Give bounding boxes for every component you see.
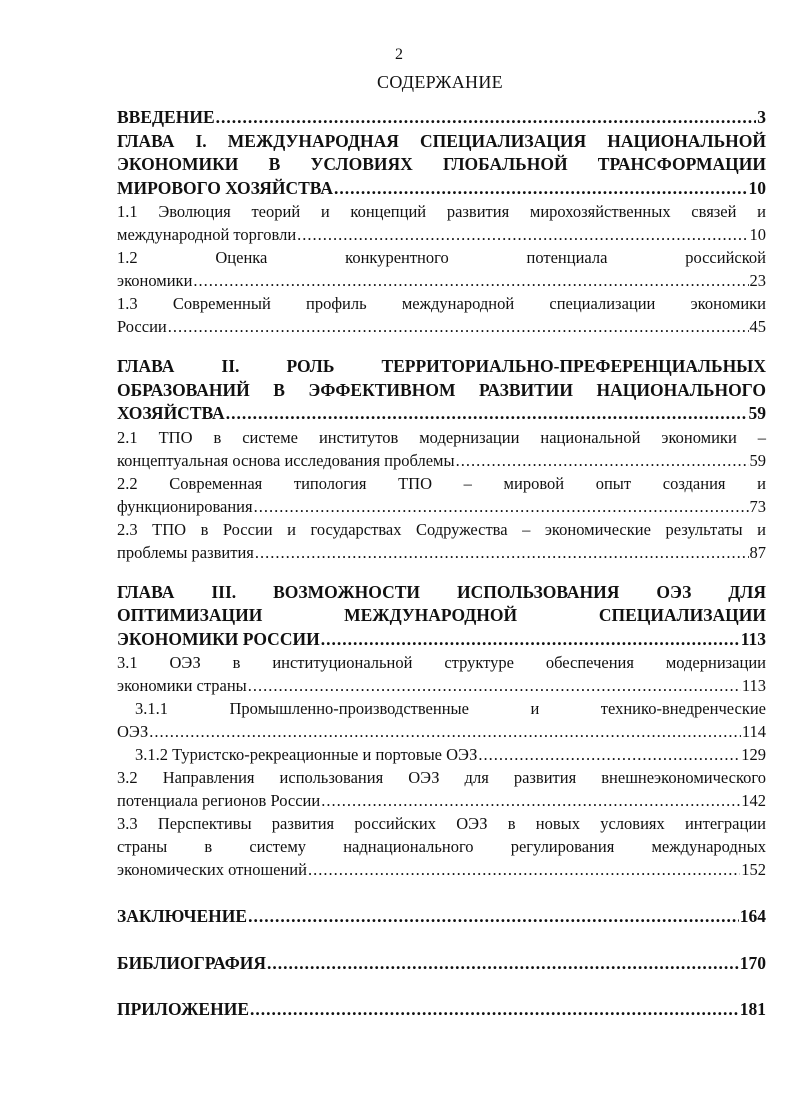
toc-entry-title: концептуальная основа исследования проблемы — [117, 450, 455, 470]
toc-page-number: 170 — [739, 952, 766, 973]
toc-entry-section-1-3[interactable] — [117, 292, 766, 338]
dot-leader — [254, 495, 749, 518]
dot-leader — [226, 402, 748, 426]
toc-entry-line: 3.1.1 Промышленно-производственные и технико-внедренческие — [135, 699, 766, 718]
toc-entry-line: ГЛАВА II. РОЛЬ ТЕРРИТОРИАЛЬНО-ПРЕФЕРЕНЦИАЛЬНЫХ — [117, 356, 766, 376]
toc-page-number: 114 — [741, 722, 766, 741]
toc-entry-section-3-1[interactable] — [117, 651, 766, 697]
toc-page-number: 45 — [749, 317, 766, 336]
dot-leader — [478, 743, 740, 766]
toc-entry-section-2-2[interactable] — [117, 472, 766, 518]
toc-entry-title: ХОЗЯЙСТВА — [117, 403, 225, 423]
toc-entry-line: ОБРАЗОВАНИЙ В ЭФФЕКТИВНОМ РАЗВИТИИ НАЦИОНАЛЬНОГО — [117, 379, 766, 400]
toc-entry-title: ПРИЛОЖЕНИЕ — [117, 999, 250, 1019]
toc-entry-section-1-2[interactable] — [117, 246, 766, 292]
toc-entry-bibliography[interactable] — [117, 952, 766, 976]
toc-entry-chapter-1[interactable] — [117, 130, 766, 201]
toc-page-number: 23 — [749, 271, 766, 290]
toc-page-number: 87 — [749, 542, 766, 562]
dot-leader — [308, 858, 740, 881]
dot-leader — [255, 541, 749, 564]
toc-entry-title: проблемы развития — [117, 542, 254, 562]
toc-entry-title: экономических отношений — [117, 860, 307, 879]
dot-leader — [193, 269, 748, 292]
toc-entry-line: 1.1 Эволюция теорий и концепций развития мирохозяйственных связей и — [117, 202, 766, 221]
toc-page-number: 10 — [749, 225, 766, 244]
toc-entry-section-1-1[interactable] — [117, 200, 766, 246]
toc-entry-line: ЭКОНОМИКИ В УСЛОВИЯХ ГЛОБАЛЬНОЙ ТРАНСФОРМАЦИИ — [117, 154, 766, 174]
toc-entry-line: ОПТИМИЗАЦИИ МЕЖДУНАРОДНОЙ СПЕЦИАЛИЗАЦИИ — [117, 605, 766, 625]
dot-leader — [149, 720, 741, 743]
toc-entry-line: 2.3 ТПО в России и государствах Содружества – экономические результаты и — [117, 519, 766, 539]
toc-entry-title: ЭКОНОМИКИ РОССИИ — [117, 628, 320, 649]
toc-page-number: 59 — [749, 450, 766, 470]
dot-leader — [248, 905, 739, 929]
toc-entry-section-3-3[interactable] — [117, 812, 766, 881]
toc-page-number: 3 — [757, 107, 766, 127]
toc-page-number: 152 — [741, 860, 766, 879]
toc-entry-title: функционирования — [117, 496, 253, 516]
toc-entry-line: 1.3 Современный профиль международной специализации экономики — [117, 294, 766, 313]
toc-entry-line: 3.3 Перспективы развития российских ОЭЗ в новых условиях интеграции — [117, 814, 766, 833]
table-of-contents — [117, 106, 766, 1022]
dot-leader — [321, 628, 740, 652]
toc-entry-line: 2.1 ТПО в системе институтов модернизации национальной экономики – — [117, 427, 766, 447]
page-number: 2 — [395, 46, 403, 63]
toc-entry-title: ОЭЗ — [117, 722, 149, 741]
toc-entry-title: 3.1.2 Туристско-рекреационные и портовые ОЭЗ — [135, 745, 478, 764]
toc-entry-title: ВВЕДЕНИЕ — [117, 107, 215, 127]
toc-page-number: 164 — [739, 906, 766, 926]
toc-entry-chapter-3[interactable] — [117, 581, 766, 652]
toc-page-number: 129 — [741, 745, 766, 764]
toc-page-number: 10 — [748, 177, 766, 198]
toc-entry-title: международной торговли — [117, 225, 297, 244]
toc-entry-introduction[interactable] — [117, 106, 766, 130]
toc-page-number: 113 — [740, 628, 766, 649]
toc-page-number: 142 — [741, 791, 766, 810]
toc-entry-section-3-1-1[interactable] — [117, 697, 766, 743]
toc-entry-line: ГЛАВА I. МЕЖДУНАРОДНАЯ СПЕЦИАЛИЗАЦИЯ НАЦИОНАЛЬНОЙ — [117, 130, 766, 151]
toc-entry-line: 3.2 Направления использования ОЭЗ для развития внешнеэкономического — [117, 768, 766, 787]
toc-entry-title: потенциала регионов России — [117, 791, 321, 810]
toc-entry-line: ГЛАВА III. ВОЗМОЖНОСТИ ИСПОЛЬЗОВАНИЯ ОЭЗ ДЛЯ — [117, 581, 766, 602]
dot-leader — [216, 106, 757, 130]
toc-entry-title: ЗАКЛЮЧЕНИЕ — [117, 906, 248, 926]
dot-leader — [456, 449, 749, 472]
toc-entry-line: 2.2 Современная типология ТПО – мировой опыт создания и — [117, 473, 766, 493]
toc-entry-line: страны в систему наднационального регулирования международных — [117, 837, 766, 856]
dot-leader — [168, 315, 749, 338]
dot-leader — [321, 789, 740, 812]
dot-leader — [248, 674, 741, 697]
toc-entry-line: 3.1 ОЭЗ в институциональной структуре обеспечения модернизации — [117, 653, 766, 672]
toc-entry-section-3-2[interactable] — [117, 766, 766, 812]
toc-entry-title: экономики — [117, 271, 193, 290]
toc-page-number: 59 — [748, 403, 766, 423]
page-title: СОДЕРЖАНИЕ — [377, 72, 503, 92]
toc-entry-section-3-1-2[interactable] — [117, 743, 766, 766]
toc-page-number: 113 — [741, 676, 766, 695]
toc-entry-title: МИРОВОГО ХОЗЯЙСТВА — [117, 177, 333, 198]
toc-entry-title: экономики страны — [117, 676, 247, 695]
toc-entry-chapter-2[interactable] — [117, 355, 766, 426]
toc-entry-line: 1.2 Оценка конкурентного потенциала российской — [117, 248, 766, 267]
dot-leader — [250, 998, 739, 1022]
toc-entry-section-2-3[interactable] — [117, 518, 766, 564]
dot-leader — [334, 177, 748, 201]
dot-leader — [297, 223, 748, 246]
toc-entry-title: БИБЛИОГРАФИЯ — [117, 952, 266, 973]
dot-leader — [267, 952, 739, 976]
toc-entry-conclusion[interactable] — [117, 905, 766, 929]
toc-entry-title: России — [117, 317, 167, 336]
toc-entry-appendix[interactable] — [117, 998, 766, 1022]
toc-page-number: 181 — [739, 999, 766, 1019]
toc-page-number: 73 — [749, 496, 766, 516]
toc-entry-section-2-1[interactable] — [117, 426, 766, 472]
